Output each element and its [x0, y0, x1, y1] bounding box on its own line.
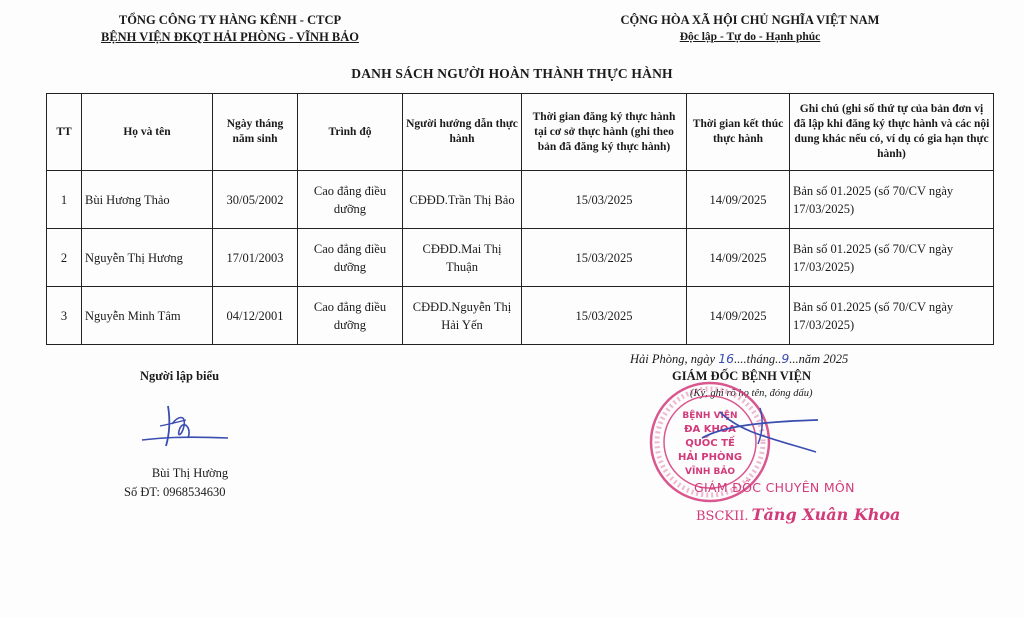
cell-end: 14/09/2025 [687, 287, 790, 345]
preparer-name: Bùi Thị Hường [151, 466, 229, 480]
cell-dob: 30/05/2002 [213, 171, 298, 229]
director-note: (Ký, ghi rõ họ tên, đóng dấu) [690, 388, 813, 399]
cell-name: Nguyễn Minh Tâm [82, 287, 213, 345]
header-name: Họ và tên [82, 94, 213, 171]
cell-name: Nguyễn Thị Hương [82, 229, 213, 287]
nation-name: CỘNG HÒA XÃ HỘI CHỦ NGHĨA VIỆT NAM [620, 13, 880, 27]
org-name: TỔNG CÔNG TY HÀNG KÊNH - CTCP [118, 13, 342, 27]
cell-end: 14/09/2025 [687, 229, 790, 287]
cell-supervisor: CĐĐD.Trần Thị Bảo [403, 171, 522, 229]
seal-line-3: QUỐC TẾ [685, 438, 735, 449]
header-tt: TT [47, 94, 82, 171]
cell-note: Bản số 01.2025 (số 70/CV ngày 17/03/2025) [790, 171, 994, 229]
seal-line-1: BỆNH VIỆN [682, 411, 738, 421]
cell-note: Bản số 01.2025 (số 70/CV ngày 17/03/2025) [790, 229, 994, 287]
table-row [47, 287, 994, 345]
director-signature [700, 398, 820, 458]
cell-name: Bùi Hương Thảo [82, 171, 213, 229]
preparer-phone: Số ĐT: 0968534630 [124, 485, 226, 499]
cell-supervisor: CĐĐD.Mai Thị Thuận [403, 229, 522, 287]
national-header [600, 12, 900, 46]
organization-header [80, 12, 380, 46]
seal-line-5: VĨNH BẢO [685, 467, 735, 477]
director-title: GIÁM ĐỐC BỆNH VIỆN [672, 369, 812, 383]
header-level: Trình độ [298, 94, 403, 171]
national-motto: Độc lập - Tự do - Hạnh phúc [679, 31, 821, 43]
preparer-title: Người lập biểu [140, 369, 220, 383]
cell-registration: 15/03/2025 [522, 229, 687, 287]
director-name: Tăng Xuân Khoa [751, 505, 901, 524]
director-name-stamp [696, 505, 900, 524]
cell-note: Bản số 01.2025 (số 70/CV ngày 17/03/2025) [790, 287, 994, 345]
header-end: Thời gian kết thúc thực hành [687, 94, 790, 171]
header-supervisor: Người hướng dẫn thực hành [403, 94, 522, 171]
document-title: DANH SÁCH NGƯỜI HOÀN THÀNH THỰC HÀNH [351, 66, 673, 81]
preparer-signature [140, 398, 240, 454]
cell-tt: 2 [47, 229, 82, 287]
cell-dob: 17/01/2003 [213, 229, 298, 287]
date-mid: ....tháng.. [734, 352, 782, 366]
cell-registration: 15/03/2025 [522, 171, 687, 229]
cell-tt: 1 [47, 171, 82, 229]
cell-level: Cao đẳng điều dưỡng [298, 171, 403, 229]
cell-supervisor: CĐĐD.Nguyễn Thị Hải Yến [403, 287, 522, 345]
table-header-row [47, 94, 994, 171]
seal-line-4: HẢI PHÒNG [677, 452, 743, 463]
date-day: 16 [718, 351, 735, 366]
table-row [47, 229, 994, 287]
director-degree: BSCKII. [696, 509, 749, 524]
cell-level: Cao đẳng điều dưỡng [298, 287, 403, 345]
completion-table [46, 93, 994, 345]
date-line [630, 351, 848, 367]
header-dob: Ngày tháng năm sinh [213, 94, 298, 171]
hospital-name: BỆNH VIỆN ĐKQT HẢI PHÒNG - VĨNH BẢO [100, 30, 360, 44]
table-row [47, 171, 994, 229]
cell-registration: 15/03/2025 [522, 287, 687, 345]
cell-dob: 04/12/2001 [213, 287, 298, 345]
header-note: Ghi chú (ghi số thứ tự của bản đơn vị đã lập khi đăng ký thực hành và các nội dung khác nếu có, ví dụ có gia hạn thực hành) [790, 94, 994, 171]
date-suffix: ...năm 2025 [789, 352, 849, 366]
header-registration: Thời gian đăng ký thực hành tại cơ sở thực hành (ghi theo bản đã đăng ký thực hành) [522, 94, 687, 171]
cell-end: 14/09/2025 [687, 171, 790, 229]
date-month: 9 [781, 351, 790, 366]
cell-level: Cao đẳng điều dưỡng [298, 229, 403, 287]
director-role-stamp: GIÁM ĐỐC CHUYÊN MÔN [694, 480, 855, 495]
cell-tt: 3 [47, 287, 82, 345]
seal-line-2: ĐA KHOA [684, 424, 736, 435]
date-prefix: Hải Phòng, ngày [630, 352, 719, 366]
